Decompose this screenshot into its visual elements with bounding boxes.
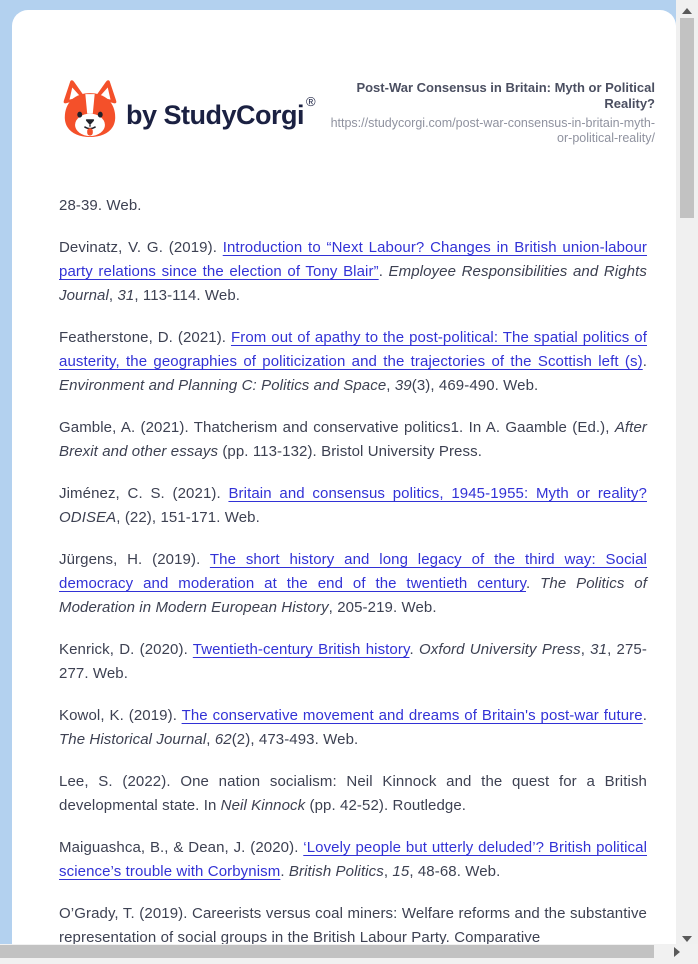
reference-italic-text: After Brexit and other essays <box>59 419 647 460</box>
reference-link[interactable]: Twentieth-century British history <box>192 641 410 658</box>
reference-item <box>59 770 647 818</box>
document-url-line2: or-political-reality/ <box>557 131 655 145</box>
bottom-strip <box>0 959 698 964</box>
reference-text: Featherstone, D. (2021). <box>59 329 231 346</box>
reference-text: (2), 473-493. Web. <box>231 731 359 748</box>
brand <box>62 72 315 145</box>
vertical-scrollbar[interactable] <box>676 0 698 944</box>
references-list <box>12 194 676 944</box>
reference-text: , <box>580 641 591 658</box>
scroll-up-icon[interactable] <box>682 8 692 14</box>
reference-item <box>59 482 647 530</box>
reference-text: , 48-68. Web. <box>409 863 501 880</box>
reference-link[interactable]: Introduction to “Next Labour? Changes in British union-labour party relations since the election of Tony Blair” <box>59 239 647 280</box>
reference-text: Kowol, K. (2019). <box>59 707 182 724</box>
reference-italic-text: 31 <box>117 287 135 304</box>
reference-text: (pp. 113-132). Bristol University Press. <box>218 443 482 460</box>
reference-link[interactable]: The conservative movement and dreams of Britain's post-war future <box>181 707 643 724</box>
reference-text: , (22), 151-171. Web. <box>116 509 260 526</box>
reference-text: Devinatz, V. G. (2019). <box>59 239 223 256</box>
reference-italic-text: 31 <box>590 641 608 658</box>
reference-text: (pp. 42-52). Routledge. <box>305 797 467 814</box>
reference-italic-text: Neil Kinnock <box>220 797 306 814</box>
reference-text: Jiménez, C. S. (2021). <box>59 485 229 502</box>
horizontal-scrollbar[interactable] <box>0 944 698 959</box>
reference-item <box>59 704 647 752</box>
reference-item <box>59 194 647 218</box>
reference-italic-text: The Politics of Moderation in Modern European History <box>59 575 647 616</box>
reference-text: Jürgens, H. (2019). <box>59 551 210 568</box>
reference-text: Maiguashca, B., & Dean, J. (2020). <box>59 839 304 856</box>
reference-text: , <box>108 287 118 304</box>
document-meta <box>315 72 655 146</box>
reference-text: O’Grady, T. (2019). Careerists versus coal miners: Welfare reforms and the substantive representation of social groups in the British Labour Party. Comparative <box>59 905 647 944</box>
reference-item <box>59 236 647 308</box>
reference-text: Gamble, A. (2021). Thatcherism and conservative politics1. In A. Gaamble (Ed.), <box>59 419 615 436</box>
reference-text: Lee, S. (2022). One nation socialism: Neil Kinnock and the quest for a British developmental state. In <box>59 773 647 814</box>
reference-italic-text: Oxford University Press <box>418 641 581 658</box>
reference-text: . <box>280 863 289 880</box>
reference-italic-text: 62 <box>214 731 232 748</box>
reference-italic-text: Employee Responsibilities and Rights Journal <box>59 263 647 304</box>
reference-text: , <box>206 731 215 748</box>
reference-item <box>59 836 647 884</box>
reference-text: (3), 469-490. Web. <box>411 377 539 394</box>
vertical-scrollbar-thumb[interactable] <box>680 18 694 218</box>
scroll-down-icon[interactable] <box>682 936 692 942</box>
reference-italic-text: British Politics <box>288 863 384 880</box>
reference-link[interactable]: Britain and consensus politics, 1945-1955: Myth or reality? <box>228 485 647 502</box>
reference-item <box>59 902 647 944</box>
scroll-right-icon[interactable] <box>674 947 680 957</box>
reference-text: , <box>383 863 393 880</box>
horizontal-scrollbar-thumb[interactable] <box>0 945 654 958</box>
reference-italic-text: 39 <box>394 377 412 394</box>
reference-italic-text: Environment and Planning C: Politics and Space <box>59 377 387 394</box>
reference-text: 28-39. Web. <box>59 197 142 214</box>
reference-link[interactable]: The short history and long legacy of the third way: Social democracy and moderation at the end of the twentieth century <box>59 551 647 592</box>
reference-text: . <box>409 641 419 658</box>
reference-text: , 205-219. Web. <box>328 599 437 616</box>
corgi-logo-icon <box>62 79 118 139</box>
document-url-line1: https://studycorgi.com/post-war-consensus-in-britain-myth- <box>330 116 655 130</box>
document-url <box>315 116 655 146</box>
reference-item <box>59 638 647 686</box>
reference-link[interactable]: ‘Lovely people but utterly deluded’? British political science’s trouble with Corbynism <box>59 839 647 880</box>
reference-text: , <box>386 377 395 394</box>
reference-italic-text: ODISEA <box>59 509 117 526</box>
brand-label: by StudyCorgi <box>126 100 305 130</box>
reference-text: Kenrick, D. (2020). <box>59 641 193 658</box>
reference-text: , 275-277. Web. <box>59 641 647 682</box>
brand-name <box>126 72 315 145</box>
reference-text: . <box>378 263 389 280</box>
reference-text: . <box>642 353 647 370</box>
page-title: Post-War Consensus in Britain: Myth or Political Reality? <box>356 80 655 111</box>
header <box>62 72 655 146</box>
registered-trademark: ® <box>306 94 316 109</box>
reference-link[interactable]: From out of apathy to the post-political: The spatial politics of austerity, the geographies of politicization and the trajectories of the Scottish left (s) <box>59 329 647 370</box>
reference-text: , 113-114. Web. <box>134 287 241 304</box>
reference-item <box>59 548 647 620</box>
reference-text: . <box>642 707 647 724</box>
reference-italic-text: 15 <box>392 863 410 880</box>
reference-text: . <box>526 575 541 592</box>
document-card <box>12 10 676 944</box>
reference-item <box>59 416 647 464</box>
reference-item <box>59 326 647 398</box>
reference-italic-text: The Historical Journal <box>59 731 207 748</box>
